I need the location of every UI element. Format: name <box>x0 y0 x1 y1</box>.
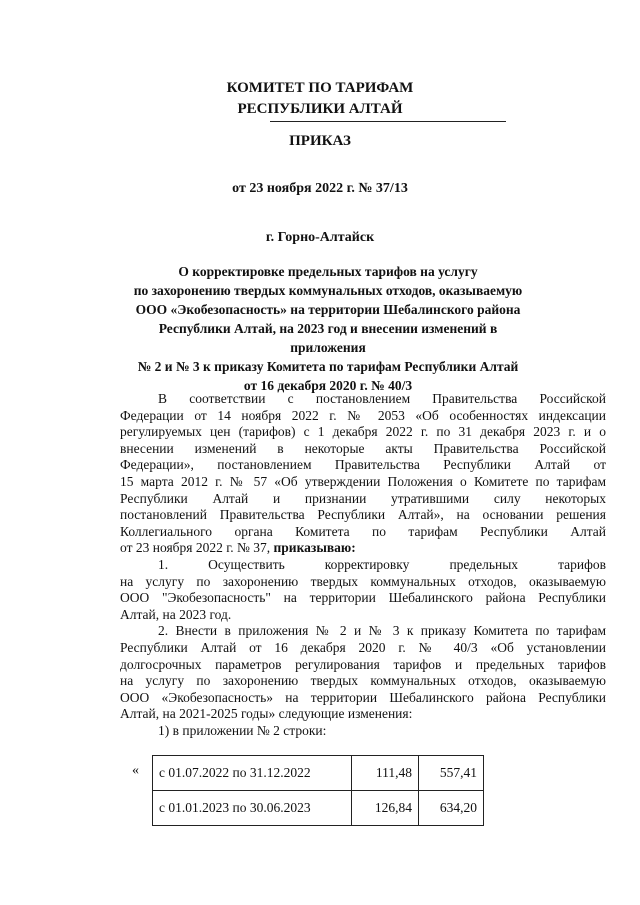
body-line: Федерации от 14 ноября 2022 г. № 2053 «Об особенностях индексации <box>120 407 606 423</box>
sub-item-1: 1) в приложении № 2 строки: <box>158 722 327 738</box>
header-divider <box>270 121 506 122</box>
item1-line: ООО "Экобезопасность" на территории Шебалинского района Республики <box>120 590 606 606</box>
body-line: В соответствии с постановлением Правительства Российской <box>158 391 606 406</box>
city: г. Горно-Алтайск <box>265 230 375 245</box>
body-line: 15 марта 2012 г. № 57 «Об утверждении Положения о Комитете по тарифам <box>120 473 606 489</box>
order-word: приказываю: <box>273 540 356 556</box>
item2-line: на услугу по захоронению твердых коммунальных отходов, оказываемую <box>120 673 606 689</box>
period-cell: с 01.07.2022 по 31.12.2022 <box>153 756 352 791</box>
open-quote-mark: « <box>132 763 139 778</box>
tariff-table <box>152 755 484 826</box>
item2-line: Республики Алтай от 16 декабря 2020 г. № 40/3 «Об установлении <box>120 639 606 655</box>
body-line: Федерации», постановлением Правительства Республики Алтай от <box>120 457 606 473</box>
document-body <box>120 391 606 739</box>
item2-line: ООО «Экобезопасность» на территории Шебалинского района Республики <box>120 689 606 705</box>
item1-line: 1. Осуществить корректировку предельных тарифов <box>158 556 606 572</box>
body-line <box>120 540 606 557</box>
value-cell: 111,48 <box>352 756 419 791</box>
item2-line: Алтай, на 2021-2025 годы» следующие изменения: <box>120 706 413 722</box>
title-line: по захоронению твердых коммунальных отходов, оказываемую <box>133 283 523 298</box>
title-line: О корректировке предельных тарифов на услугу <box>178 264 478 279</box>
item2-line: 2. Внести в приложения № 2 и № 3 к приказу Комитета по тарифам <box>158 623 606 639</box>
body-line: Республики Алтай и признании утратившими силу некоторых <box>120 490 606 506</box>
body-line: постановлений Правительства Республики Алтай», на основании решения <box>120 507 606 523</box>
org-name-line1: КОМИТЕТ ПО ТАРИФАМ <box>226 80 414 96</box>
body-line: Коллегиального органа Комитета по тарифам Республики Алтай <box>120 523 606 539</box>
date-number: от 23 ноября 2022 г. № 37/13 <box>232 181 408 196</box>
item2-line: долгосрочных параметров регулирования тарифов и предельных тарифов <box>120 656 606 672</box>
period-cell: с 01.01.2023 по 30.06.2023 <box>153 791 352 826</box>
value-cell: 126,84 <box>352 791 419 826</box>
value-cell: 634,20 <box>419 791 484 826</box>
body-line: регулируемых цен (тарифов) с 1 декабря 2022 г. по 31 декабря 2023 г. и о <box>120 424 606 440</box>
value-cell: 557,41 <box>419 756 484 791</box>
title-line: Республики Алтай, на 2023 год и внесении изменений в приложения <box>158 321 498 355</box>
title-line: от 16 декабря 2020 г. № 40/3 <box>243 378 413 393</box>
doc-type: ПРИКАЗ <box>289 133 351 149</box>
preamble-end: от 23 ноября 2022 г. № 37, <box>120 540 271 556</box>
document-title <box>120 262 536 395</box>
title-line: ООО «Экобезопасность» на территории Шебалинского района <box>135 302 521 317</box>
body-line: внесении изменений в некоторые акты Правительства Российской <box>120 440 606 456</box>
item1-line: на услугу по захоронению твердых коммунальных отходов, оказываемую <box>120 573 606 589</box>
item1-line: Алтай, на 2023 год. <box>120 606 232 622</box>
title-line: № 2 и № 3 к приказу Комитета по тарифам Республики Алтай <box>137 359 519 374</box>
table-row <box>153 791 484 826</box>
org-name-line2: РЕСПУБЛИКИ АЛТАЙ <box>237 101 403 117</box>
table-row <box>153 756 484 791</box>
